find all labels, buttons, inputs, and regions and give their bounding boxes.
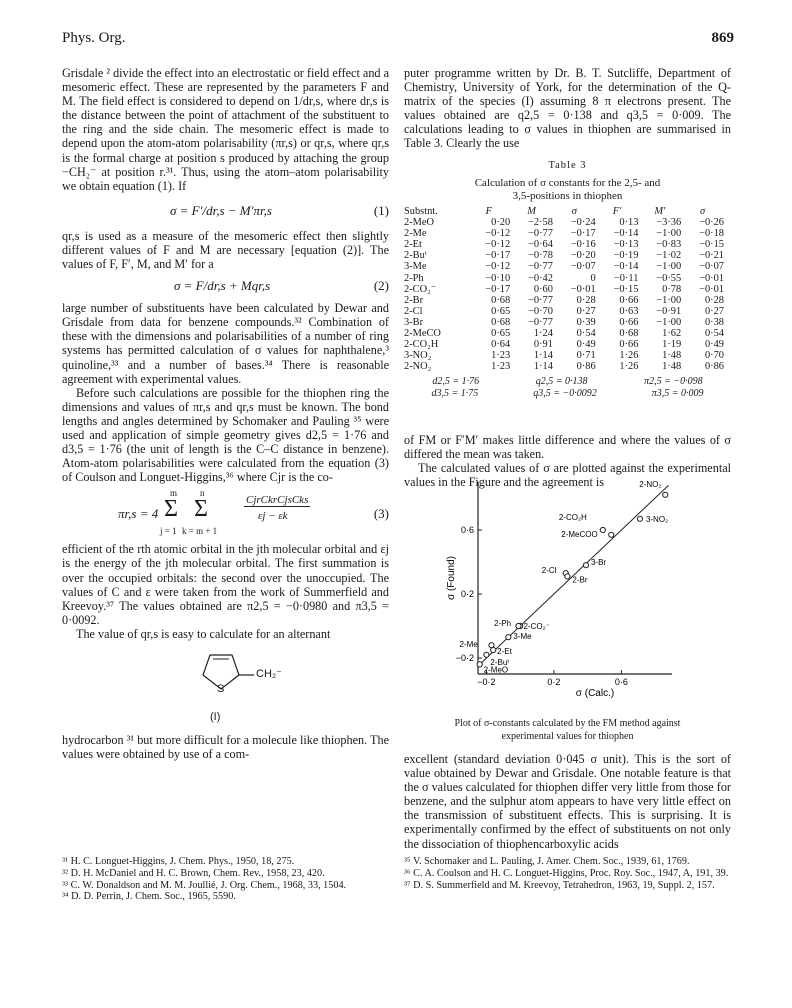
x-tick-label: −0·2 [477,677,496,687]
data-point-label: 3-Me [513,632,532,642]
table-cell: −0·17 [570,228,596,240]
data-point [477,662,482,667]
fraction-denominator: εj − εk [258,510,288,523]
caption-line: Plot of σ-constants calculated by the FM method against [454,718,681,729]
data-point [506,635,511,640]
data-point [484,652,489,657]
table-row [404,306,724,317]
footnote: ³⁶ C. A. Coulson and H. C. Longuet-Higgins, Proc. Roy. Soc., 1947, A, 191, 39. [404,867,729,879]
table-cell: 1·14 [533,361,553,373]
table-row [404,295,724,306]
caption-line: Calculation of σ constants for the 2,5- and [474,177,661,189]
table-cell: −3·36 [656,217,682,229]
table-cell: 0·86 [704,361,724,373]
sulfur-label: S [217,683,225,695]
table-cell: −2·58 [528,217,553,229]
running-head: Phys. Org. [62,30,126,46]
table-cell: 2-CO₂H [404,339,439,351]
equation-number: (1) [373,202,389,218]
paragraph: The calculated values of σ are plotted against the experimental values in the Figure and the agreement is [404,461,731,490]
table-cell: −0·77 [528,261,553,273]
table-cell: 0·38 [704,316,724,328]
data-point-label: 2-Cl [541,566,557,576]
paragraph: excellent (standard deviation 0·045 σ unit). This is the sort of value obtained by Dewar and Grisdale. One notable feature is that the σ values calculated for thiophen differ very little from those for benzene, and the sulphur atom appears to have very little effect on the transmission of substituent effects. This is surprising. It is experimentally confirmed by the effect of substituents on not only the dissociation of thiophencarboxylic acids [404,752,731,851]
table-cell: 0·64 [491,339,511,351]
table-cell: 1·14 [533,350,553,362]
table-cell: 0·60 [533,283,553,295]
table-cell: −0·91 [656,305,682,317]
data-point [637,516,642,521]
table-cell: 0·27 [576,305,596,317]
table-footer-value: π2,5 = −0·098 [644,376,703,388]
data-point [583,563,588,568]
table-row [404,228,724,239]
table-cell: 0·68 [619,328,639,340]
footnote: ³¹ H. C. Longuet-Higgins, J. Chem. Phys., 1950, 18, 275. [62,856,295,867]
data-point-label: 2-Et [497,647,512,656]
table-cell: 0·66 [619,316,639,328]
sum-limit: n [200,488,205,499]
table-cell: 2-CO₂⁻ [404,283,437,295]
page-number: 869 [711,30,734,46]
table-header-cell: σ [700,206,706,217]
table-footer-value: d3,5 = 1·75 [431,387,479,399]
table-cell: −1·00 [656,294,682,306]
table-cell: 2-MeO [404,217,435,229]
equation-number: (2) [373,278,389,294]
table-row [404,361,724,372]
table-cell: −1·00 [656,316,682,328]
table-3 [404,206,731,399]
data-point-label: 2-NO₂ [639,479,662,489]
table-row [404,328,724,339]
table-row [404,217,724,228]
table-cell: −0·42 [528,272,553,284]
data-point [609,532,614,537]
table-cell: 0·28 [704,294,724,306]
table-cell: 2-Me [404,228,427,240]
table-cell: 0·68 [491,294,511,306]
table-cell: 0·71 [576,350,596,362]
equation-text: πr,s = 4 [118,506,159,522]
table-cell: 1·26 [619,350,639,362]
equation-3 [62,484,389,542]
table-cell: 0·66 [619,294,639,306]
sum-limit: j = 1 [160,526,177,537]
table-cell: −0·24 [570,217,596,229]
equation-1 [62,193,389,229]
table-cell: 3-Me [404,261,427,273]
data-point [663,492,668,497]
table-cell: 1·24 [533,328,553,340]
paragraph: efficient of the rth atomic orbital in the jth molecular orbital and εj is the energy of the jth molecular orbital. The first summation is over the occupied orbitals: the second over the unoccupied. The values of C and ε were taken from the work of Summerfield and Kreevoy.³⁷ The values obtained are π2,5 = −0·0980 and π3,5 = 0·0092. [62,542,389,627]
footnote: ³⁷ D. S. Summerfield and M. Kreevoy, Tetrahedron, 1963, 19, Suppl. 2, 157. [404,879,715,891]
table-footer [404,376,731,399]
table-cell: 0·20 [491,217,511,229]
table-cell: −0·10 [485,272,511,284]
table-cell: 0·65 [491,328,511,340]
table-cell: −0·13 [613,239,639,251]
equation-text: σ = F/dr,s + Mqr,s [174,278,271,294]
data-point-label: 2-MeCOO [561,529,598,539]
table-cell: −0·07 [570,261,596,273]
table-cell: −0·12 [485,239,511,251]
table-cell: 0·28 [576,294,596,306]
table-cell: 0·86 [576,361,596,373]
table-cell: 1·19 [662,339,682,351]
footnote: ³⁵ V. Schomaker and L. Pauling, J. Amer. Chem. Soc., 1939, 61, 1769. [404,856,690,867]
table-cell: −0·15 [699,239,724,251]
table-row [404,250,724,261]
data-point [516,623,521,628]
footnote: ³² D. H. McDaniel and H. C. Brown, Chem. Rev., 1958, 23, 420. [62,867,325,879]
table-cell: −0·55 [656,272,682,284]
table-cell: 1·23 [491,350,511,362]
table-cell: −0·17 [485,283,511,295]
table-row [404,339,724,350]
table-cell: −0·70 [528,305,553,317]
x-axis-label: σ (Calc.) [575,688,615,699]
scatter-chart [440,474,700,710]
sum-limit: m [170,488,178,499]
summation-sign: Σ [164,496,178,523]
table-cell: 2-Et [404,239,422,251]
table-row [404,273,724,284]
left-column [62,66,389,761]
table-cell: 0·63 [619,305,639,317]
paragraph: large number of substituents have been calculated by Dewar and Grisdale from data for benzene compounds.³² Combination of these with the dimensions and polarisabilities of a number of ring systems has permitted calculation of σ values for naphthalene,³ quinoline,³³ and a number of bases.³⁴ There is reasonable agreement with experimental values. [62,301,389,386]
table-cell: 1·26 [619,361,639,373]
table-cell: −0·64 [528,239,553,251]
caption-line: experimental values for thiophen [501,730,634,742]
paragraph: puter programme written by Dr. B. T. Sutcliffe, Department of Chemistry, University of York, for the determination of the Q-matrix of the species (I) assuming 8 π electrons present. The values obtained are q2,5 = 0·138 and q3,5 = 0·009. The calculations leading to σ values in thiophen are summarised in Table 3. Clearly the use [404,66,731,151]
table-cell: 0·49 [576,339,596,351]
table-cell: 0·78 [662,283,682,295]
table-cell: 0·27 [704,305,724,317]
table-footer-row [404,388,731,400]
footnotes-right [404,856,731,891]
equation-number: (3) [373,506,389,522]
table-cell: −0·78 [528,250,553,262]
table-cell: 0·13 [619,217,639,229]
paragraph: qr,s is used as a measure of the mesomeric effect then slightly different values of F and M are necessary [equation (2)]. The values of F, F′, M, and M′ for a [62,228,389,272]
table-cell: −0·83 [656,239,682,251]
table-header-cell: F′ [612,206,622,217]
table-cell: 2-Buᵗ [404,250,427,262]
x-tick-label: 0·2 [547,677,561,687]
table-footer-value: q3,5 = −0·0092 [533,387,597,399]
table-cell: −1·00 [656,228,682,240]
data-point-label: 3-NO₂ [645,514,669,524]
table-cell: 2-NO₂ [404,361,432,373]
data-point [600,527,605,532]
table-cell: 0·66 [619,339,639,351]
table-cell: 1·62 [662,328,682,340]
table-cell: −1·00 [656,261,682,273]
table-header-cell: Substnt. [404,206,438,217]
table-header-cell: σ [571,206,577,217]
table-cell: −0·15 [613,283,639,295]
table-header-cell: F [485,206,492,217]
table-cell: 0·49 [704,339,724,351]
y-tick-label: 0·6 [460,525,474,535]
table-cell: 2-Ph [404,272,424,284]
table-cell: 1·23 [491,361,511,373]
table-cell: 3-Br [404,316,424,328]
table-cell: −0·26 [699,217,724,229]
table-cell: −0·21 [699,250,724,262]
table-cell: −0·12 [485,228,511,240]
table-label: Table 3 [548,160,587,171]
data-point-label: 2-MeO [483,665,509,675]
x-tick-label: 0·6 [614,677,628,687]
table-cell: −1·02 [656,250,682,262]
data-point-label: 2-Me [459,640,478,650]
table-cell: −0·16 [570,239,596,251]
table-header-row [404,206,724,217]
table-row [404,261,724,272]
equation-2 [62,271,389,301]
structure-label: (I) [210,711,221,723]
paragraph: hydrocarbon ³¹ but more difficult for a molecule like thiophen. The values were obtained by use of a com- [62,733,389,762]
table-cell: 2-Br [404,294,424,306]
table-cell: 0·54 [704,328,724,340]
table-footer-value: q2,5 = 0·138 [535,376,588,388]
ch2-label: CH₂⁻ [256,668,282,680]
summation-sign: Σ [194,496,208,523]
paragraph: Grisdale ² divide the effect into an electrostatic or field effect and a mesomeric effect. These are represented by the parameters F and M. The field effect is considered to depend on 1/dr,s, where dr,s is the distance between the point of attachment of the substituent to the ring and the side chain. The mesomeric effect is made to depend upon the atom-atom polarisability (πr,s) or qr,s, where qr,s is the formal charge at position s produced by attaching the group −CH₂⁻ at position r.³¹. Thus, using the atom–atom polarisability we obtain equation (1). If [62,66,389,193]
table-cell: −0·12 [485,261,511,273]
figure-caption [404,718,731,743]
data-point-label: 3-Br [590,558,607,568]
table-header-cell: M′ [654,206,666,217]
table-cell: 0·91 [533,339,553,351]
table-cell: 0·65 [491,305,511,317]
fraction-numerator: CjrCkrCjsCks [246,494,309,507]
paragraph: Before such calculations are possible for the thiophen ring the dimensions and values of πr,s and qr,s must be known. The bond lengths and angles determined by Schomaker and Pauling ³⁵ were used and application of simple geometry gives d2,5 = 1·76 and d3,5 = 1·76 (the unit of length is the C–C distance in benzene). Atom-atom polarisabilities were calculated from the equation (3) of Coulson and Longuet-Higgins,³⁶ where Cjr is the co- [62,385,389,485]
table-cell: −0·20 [570,250,596,262]
table-cell: −0·14 [613,261,639,273]
table-cell: 0·68 [491,316,511,328]
table-row [404,239,724,250]
data-point-label: 2-Ph [494,619,512,628]
table-cell: 3-NO₂ [404,350,432,362]
table-footer-row [404,376,731,388]
table-cell: 0·54 [576,328,596,340]
paragraph: The value of qr,s is easy to calculate for an alternant [76,626,331,641]
y-axis-label: σ (Found) [446,556,457,600]
data-point [491,647,496,652]
table-row [404,350,724,361]
y-tick-label: 0·2 [460,589,474,599]
data-point-label: 2-CO₂H [558,513,587,522]
table-cell: −0·77 [528,294,553,306]
table-cell: −0·19 [613,250,639,262]
y-tick-label: −0·2 [455,653,474,663]
table-cell: 0 [590,272,596,284]
table-cell: −0·18 [699,228,724,240]
table-footer-value: d2,5 = 1·76 [432,376,480,388]
sum-limit: k = m + 1 [182,526,218,537]
table-row [404,317,724,328]
footnote: ³³ C. W. Donaldson and M. M. Joullié, J. Org. Chem., 1968, 33, 1504. [62,879,347,891]
table-caption [404,177,731,202]
data-point-label: 2-Buᵗ [490,657,510,667]
table-cell: −0·14 [613,228,639,240]
structure-I [62,641,389,733]
table-cell: 1·48 [662,361,682,373]
data-point-label: 2-Br [572,575,588,585]
table-cell: 0·39 [576,316,596,328]
footnote: ³⁴ D. D. Perrin, J. Chem. Soc., 1965, 5590. [62,891,236,903]
caption-line: 3,5-positions in thiophen [512,189,623,202]
equation-text: σ = F′/dr,s − M′πr,s [170,202,272,218]
right-column [404,66,731,151]
data-point [565,574,570,579]
table-row [404,284,724,295]
table-cell: −0·17 [485,250,511,262]
paragraph: of FM or F′M′ makes little difference and where the values of σ differed the mean was taken. [404,433,731,462]
table-cell: −0·01 [699,283,724,295]
table-cell: 1·48 [662,350,682,362]
table-cell: −0·01 [699,272,724,284]
data-point-label: 2-CO₂⁻ [523,622,550,631]
table-cell: 2-MeCO [404,328,441,340]
table-cell: −0·11 [613,272,639,284]
table-cell: −0·01 [570,283,596,295]
table-header-cell: M [527,206,536,217]
download-watermark [0,185,4,615]
table-footer-value: π3,5 = 0·009 [651,387,704,399]
right-column-cont2 [404,752,731,851]
table-cell: −0·77 [528,228,553,240]
table-cell: −0·77 [528,316,553,328]
footnotes-left [62,856,389,903]
table-cell: −0·07 [699,261,724,273]
table-cell: 0·70 [704,350,724,362]
table-cell: 2-Cl [404,305,423,317]
